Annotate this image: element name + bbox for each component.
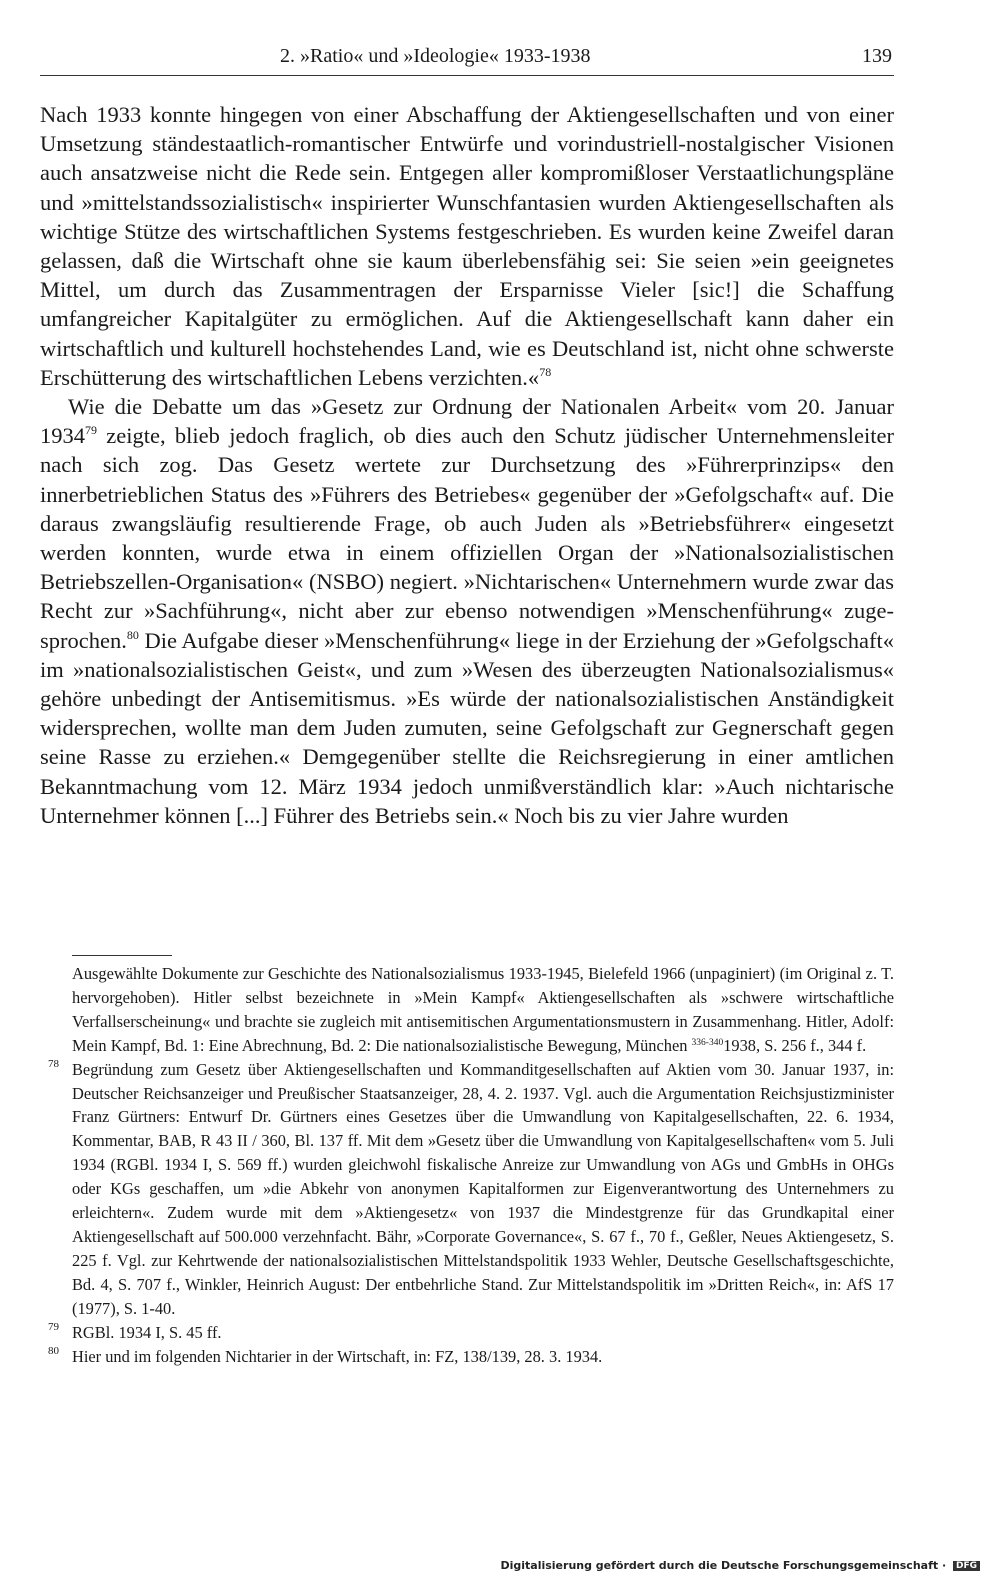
footnote-rule bbox=[72, 955, 172, 956]
digitization-credit: Digitalisierung gefördert durch die Deutsche Forschungsgemeinschaft · DFG bbox=[500, 1559, 980, 1572]
footnote-ref: 80 bbox=[126, 627, 139, 642]
paragraph-text: Nach 1933 konnte hingegen von einer Abschaffung der Aktiengesellschaften und von einer Umsetzung ständestaatlich-romantischer Entwürfe und vorindustriell-nostalgischer Visionen auch ansatzweise nicht die Rede sein. Entgegen aller kompromißloser Verstaatlichungspläne und »mittelstandssozialistisch« inspirierter Wunschfantasien wurden Aktiengesellschaften als wichtige Stütze des wirtschaftlichen Systems festgeschrieben. Es wurden keine Zweifel daran gelassen, daß die Wirtschaft ohne sie kaum überlebensfähig sei: Sie seien »ein geeignetes Mittel, um durch das Zusammentragen der Ersparnisse Vieler [sic!] die Schaffung umfangreicher Kapitalgüter zu ermöglichen. Auf die Aktiengesellschaft kann daher ein wirtschaftlich und kulturell hochstehendes Land, wie es Deutschland ist, nicht ohne schwerste Erschütterung des wirtschaftlichen Lebens verzichten.« bbox=[40, 102, 894, 390]
footnotes bbox=[40, 962, 894, 1368]
footnote-text: Begründung zum Gesetz über Aktiengesellschaften und Kommanditgesellschaften auf Aktien vom 30. Januar 1937, in: Deutscher Reichsanzeiger und Preußischer Staatsanzeiger, 28, 4. 2. 1937. Vgl. auch die Argumentation Reichsjustizminister Franz Gürtners: Entwurf Dr. Gürtners eines Gesetzes über die Umwandlung von Kapitalgesellschaften, 22. 6. 1934, Kommentar, BAB, R 43 II / 360, Bl. 137 ff. Mit dem »Gesetz über die Umwandlung von Kapitalgesellschaften« vom 5. Juli 1934 (RGBl. 1934 I, S. 569 ff.) wurden gleichwohl fiskalische Anreize zur Umwandlung von AGs und GmbHs in OHGs oder KGs geschaffen, um »die Abkehr von anonymen Kapitalformen zur Eigenverantwortung des Unternehmers zu erleichtern«. Zudem wurde mit dem »Aktiengesetz« von 1937 die Mindestgrenze für das Grundkapital einer Aktiengesellschaft auf 500.000 verzehnfacht. Bähr, »Corporate Governance«, S. 67 f., 70 f., Geßler, Neues Aktiengesetz, S. 225 f. Vgl. zur Kehrtwende der nationalsozialistischen Mittelstandspolitik 1933 Wehler, Deutsche Gesellschaftsgeschichte, Bd. 4, S. 707 f., Winkler, Heinrich August: Der entbehrliche Stand. Zur Mittelstandspolitik im »Dritten Reich«, in: AfS 17 (1977), S. 1-40. bbox=[72, 1059, 894, 1318]
footnote-text: Hier und im folgenden Nichtarier in der Wirtschaft, in: FZ, 138/139, 28. 3. 1934. bbox=[72, 1346, 603, 1366]
footnote-continuation bbox=[40, 962, 894, 1058]
footnote-text: Ausgewählte Dokumente zur Geschichte des Nationalsozialismus 1933-1945, Bielefeld 1966 (unpaginiert) (im Original z. T. hervorgehoben). Hitler selbst bezeichnete in »Mein Kampf« Aktiengesellschaften als »schwere wirtschaftliche Verfallserscheinung« und brachte sie zugleich mit antisemitischen Argumentationsmustern in Zusammenhang. Hitler, Adolf: Mein Kampf, Bd. 1: Eine Abrechnung, Bd. 2: Die nationalsozialistische Bewegung, München bbox=[72, 964, 894, 1055]
paragraph bbox=[40, 100, 894, 392]
paragraph-text: Die Aufgabe dieser »Menschenführung« liege in der Erziehung der »Gefolgschaft« im »nationalsozialistischen Geist«, und zum »Wesen des überzeugten Nationalsozialismus« gehöre unbedingt der Antisemitismus. »Es würde der nationalsozialistischen Anständigkeit widersprechen, wollte man dem Juden zumuten, seine Gefolgschaft zur Gegnerschaft gegen seine Rasse zu erziehen.« Demgegenüber stellte die Reichsregierung in einer amtlichen Bekanntmachung vom 12. März 1934 jedoch unmißverständlich klar: »Auch nichtarische Unternehmer können [...] Führer des Betriebs sein.« Noch bis zu vier Jahre wurden bbox=[40, 627, 894, 828]
footnote-80 bbox=[40, 1345, 894, 1369]
paragraph bbox=[40, 392, 894, 830]
header-rule bbox=[40, 75, 894, 76]
footnote-number: 80 bbox=[48, 1344, 59, 1357]
footnote-ref: 78 bbox=[539, 364, 552, 379]
edition-superscript: 336-340 bbox=[691, 1037, 724, 1048]
footnote-ref: 79 bbox=[85, 423, 97, 438]
footnote-text: RGBl. 1934 I, S. 45 ff. bbox=[72, 1322, 222, 1342]
footnote-79 bbox=[40, 1321, 894, 1345]
body-text bbox=[40, 100, 894, 830]
footnote-78 bbox=[40, 1058, 894, 1321]
credit-text: Digitalisierung gefördert durch die Deutsche Forschungsgemeinschaft bbox=[500, 1559, 939, 1572]
footnote-text: 1938, S. 256 f., 344 f. bbox=[723, 1035, 867, 1055]
footnote-number: 78 bbox=[48, 1057, 59, 1070]
paragraph-text: zeigte, blieb jedoch fraglich, ob dies auch den Schutz jüdischer Unternehmensleiter nach sich zog. Das Gesetz wertete zur Durchsetzung des »Führerprinzips« den innerbetrieblichen Status des »Führers des Betriebes« gegenüber der »Gefolgschaft« auf. Die daraus zwangsläufig resultierende Frage, ob auch Juden als »Betriebsführer« eingesetzt werden konnten, wurde etwa in einem offiziellen Organ der »Nationalsozialistischen Betriebszellen-Organisation« (NSBO) negiert. »Nichtarischen« Unternehmern wurde zwar das Recht zur »Sachführung«, nicht aber zur ebenso notwendigen »Menschenführung« zugesprochen. bbox=[40, 423, 894, 653]
footnote-number: 79 bbox=[48, 1320, 59, 1333]
page-number: 139 bbox=[862, 45, 892, 67]
dfg-logo: DFG bbox=[953, 1561, 980, 1571]
running-title: 2. »Ratio« und »Ideologie« 1933-1938 bbox=[280, 45, 591, 67]
paragraph-text: Wie die Debatte um das »Gesetz zur Ordnung der Nationalen Arbeit« vom 20. Januar 1934 bbox=[40, 394, 894, 449]
